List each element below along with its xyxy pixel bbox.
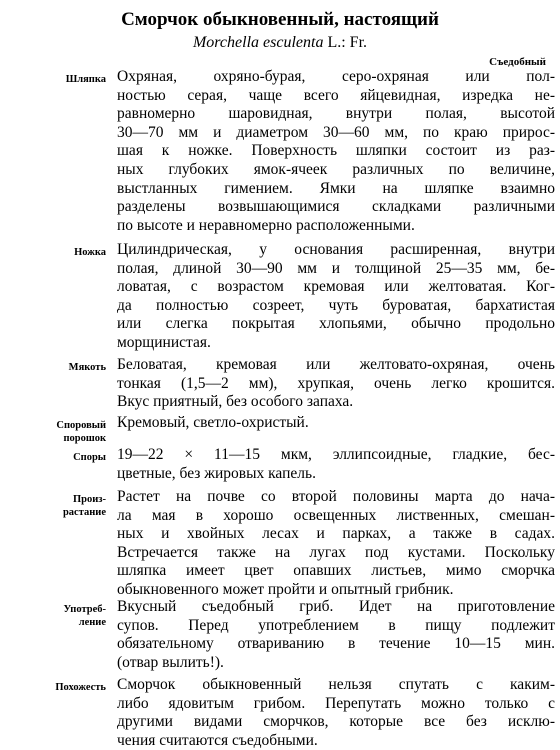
text-line: чения считаются съедобными.: [117, 731, 318, 749]
text-line: равномерно шаровидная, внутри полая, высотой: [117, 105, 555, 123]
text-line: шая к ножке. Поверхность шляпки состоит из раз-: [117, 142, 555, 160]
text-line: тонкая (1,5—2 мм), хрупкая, очень легко крошится.: [117, 374, 555, 392]
section-label: [6, 488, 106, 519]
section-label: [6, 68, 106, 86]
text-line: или слегка покрытая хлопьями, обычно продольно: [117, 315, 555, 333]
text-line: другими видами сморчков, которые все без исклю-: [117, 713, 555, 731]
text-line: 30—70 мм и диаметром 30—60 мм, по краю прирос-: [117, 123, 555, 141]
section-label-line: ление: [78, 617, 106, 628]
text-line: ных глубоких ямок-ячеек различных по величине,: [117, 160, 555, 178]
text-line: ностью серая, чаще всего яйцевидная, изредка не-: [117, 86, 555, 104]
section-label-line: Споровый: [56, 420, 106, 431]
section-label-line: растание: [62, 507, 106, 518]
text-line: морщинистая.: [117, 333, 211, 351]
text-line: шляпка имеет цвет опавших листьев, мимо сморчка: [117, 562, 555, 580]
section-label-line: Ножка: [74, 247, 106, 258]
section-label: [6, 446, 106, 464]
text-line: Вкусный съедобный гриб. Идет на приготовление: [117, 598, 555, 615]
section-label: [6, 414, 106, 445]
text-line: ловатая, с возрастом кремовая или желтоватая. Ког-: [117, 278, 555, 296]
page-title: Сморчок обыкновенный, настоящий: [121, 9, 439, 30]
section-text: [117, 414, 555, 433]
text-line: либо ядовитым грибом. Перепутать можно только с: [117, 694, 555, 712]
text-line: разделены возвышающимися складками различными: [117, 198, 555, 216]
text-line: супов. Перед употреблением в пищу подлежит: [117, 616, 555, 634]
text-line: да полностью созреет, чуть буроватая, бархатистая: [117, 296, 555, 314]
section-label-line: Похожесть: [55, 682, 106, 693]
section-label: [6, 241, 106, 259]
section-text: [117, 356, 555, 412]
text-line: Охряная, охряно-бурая, серо-охряная или пол-: [117, 68, 555, 85]
text-line: Встречается также на лугах под кустами. Поскольку: [117, 543, 555, 561]
section-label-line: порошок: [63, 433, 106, 444]
text-line: (отвар вылить!).: [117, 653, 224, 671]
section-label-line: Употреб-: [63, 604, 106, 615]
section-label-line: Споры: [73, 452, 106, 463]
text-line: выстланных гимением. Ямки на шляпке взаимно: [117, 179, 555, 197]
section-label: [6, 598, 106, 629]
text-line: цветные, без жировых капель.: [117, 464, 316, 482]
text-line: Растет на почве со второй половины марта до нача-: [117, 488, 555, 505]
section-text: [117, 598, 555, 672]
text-line: Сморчок обыкновенный нельзя спутать с каким-: [117, 676, 555, 693]
text-line: Цилиндрическая, у основания расширенная, внутри: [117, 241, 555, 258]
text-line: Вкус приятный, без особого запаха.: [117, 393, 354, 411]
text-line: полая, длиной 30—90 мм и толщиной 25—35 мм, бе-: [117, 259, 555, 277]
latin-author: L.: Fr.: [323, 34, 368, 51]
text-line: 19—22 × 11—15 мкм, эллипсоидные, гладкие, бес-: [117, 446, 555, 463]
latin-name: Morchella esculenta: [192, 34, 324, 51]
section-text: [117, 68, 555, 235]
text-line: Кремовый, светло-охристый.: [117, 414, 309, 431]
section-text: [117, 241, 555, 353]
text-line: по высоте и неравномерно расположенными.: [117, 216, 415, 234]
section-text: [117, 446, 555, 483]
section-label: [6, 356, 106, 374]
text-line: обыкновенного может пройти и опытный грибник.: [117, 580, 454, 598]
section-label-line: Произ-: [72, 494, 106, 505]
text-line: обязательному отвариванию в течение 10—15 мин.: [117, 635, 555, 653]
latin-name-line: [0, 33, 560, 53]
text-line: Беловатая, кремовая или желтовато-охряная, очень: [117, 356, 555, 373]
section-label-line: Шляпка: [65, 74, 106, 85]
edibility-label: Съедобный: [489, 56, 546, 68]
text-line: ла мая в хорошо освещенных лиственных, смешан-: [117, 506, 555, 524]
section-text: [117, 676, 555, 750]
section-label-line: Мякоть: [68, 362, 106, 373]
text-line: ных и хвойных лесах и парках, а также в садах.: [117, 525, 555, 543]
section-text: [117, 488, 555, 600]
section-label: [6, 676, 106, 694]
